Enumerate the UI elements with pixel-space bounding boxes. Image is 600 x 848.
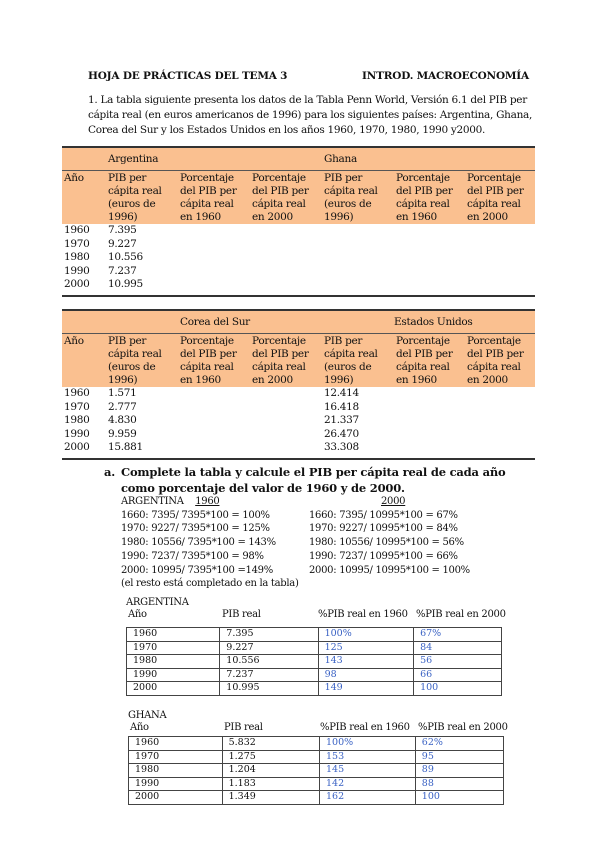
value-cell: [250, 428, 322, 442]
percent-cell: 66: [414, 668, 502, 682]
pib-cell: 1.204: [222, 764, 319, 778]
result-country-title: ARGENTINA: [126, 597, 189, 608]
empty-cell: [322, 310, 394, 334]
value-cell: 9.227: [108, 237, 137, 250]
year-cell: 1990: [64, 427, 90, 440]
value-cell: [394, 265, 465, 279]
gdp-table-argentina-ghana: [62, 146, 535, 297]
calc-2000: [309, 495, 470, 577]
value-cell: [394, 428, 465, 442]
percent-cell: 153: [320, 750, 416, 764]
year-cell: 1990: [127, 668, 220, 682]
table-row: [62, 224, 535, 238]
value-cell: [394, 224, 465, 238]
value-cell: 10.995: [106, 278, 178, 296]
table-row: [62, 401, 535, 415]
value-cell: [465, 428, 535, 442]
value-cell: [394, 238, 465, 252]
calc-1960: [121, 495, 299, 591]
column-header: Porcentaje del PIB per cápita real en 2000: [465, 334, 535, 388]
year-cell: 1980: [64, 414, 90, 426]
value-cell: [465, 265, 535, 279]
column-header: Porcentaje del PIB per cápita real en 2000: [250, 334, 322, 388]
year-cell: 1960: [64, 224, 90, 236]
column-header: PIB per cápita real (euros de 1996): [322, 171, 394, 225]
question-marker: a.: [104, 465, 116, 479]
value-cell: [178, 428, 250, 442]
exercise-intro: 1. La tabla siguiente presenta los datos de la Tabla Penn World, Versión 6.1 del PIB per cápita real (en euros americanos de 1996) para los siguientes países: Argentina, Ghana, Corea del Sur y los Estados Unidos en los años 1960, 1970, 1980, 1990 y2000.: [88, 94, 533, 136]
value-cell: [465, 238, 535, 252]
year-cell: 2000: [62, 278, 106, 296]
empty-cell: [106, 310, 178, 334]
table-row: [62, 387, 535, 401]
value-cell: [178, 441, 250, 459]
calc-line: 1970: 9227/ 10995*100 = 84%: [309, 523, 458, 535]
percent-cell: 100: [414, 682, 502, 696]
value-cell: 4.830: [108, 414, 137, 426]
country-name: Ghana: [322, 147, 535, 171]
value-cell: [178, 265, 250, 279]
calc-note: (el resto está completado en la tabla): [121, 578, 299, 590]
calc-2000-heading: 2000: [381, 496, 406, 507]
column-header: PIB per cápita real (euros de 1996): [106, 171, 178, 225]
value-cell: [465, 401, 535, 415]
table-row: [62, 441, 535, 459]
calc-line: 1980: 10556/ 10995*100 = 56%: [309, 537, 464, 549]
value-cell: [394, 251, 465, 265]
country-name: Argentina: [106, 147, 322, 171]
calc-1960-heading: 1960: [195, 496, 220, 507]
calc-line: 1660: 7395/ 7395*100 = 100%: [121, 509, 270, 521]
year-cell: 1970: [64, 237, 90, 250]
value-cell: [250, 278, 322, 296]
pib-cell: 5.832: [222, 737, 319, 751]
result-column-header: %PIB real en 1960: [320, 722, 410, 733]
percent-cell: 89: [415, 764, 503, 778]
year-cell: 1980: [129, 764, 223, 778]
calc-line: 2000: 10995/ 7395*100 =149%: [121, 564, 273, 576]
value-cell: [394, 387, 465, 401]
pib-cell: 10.995: [220, 682, 318, 696]
pib-cell: 1.349: [222, 791, 319, 805]
column-header: Porcentaje del PIB per cápita real en 1960: [394, 171, 465, 225]
value-cell: [322, 224, 394, 238]
empty-cell: [62, 147, 106, 171]
value-cell: 26.470: [324, 427, 359, 440]
value-cell: [465, 414, 535, 428]
year-cell: 1960: [127, 628, 220, 642]
value-cell: [394, 414, 465, 428]
table-row: [129, 750, 504, 764]
result-column-header: PIB real: [222, 609, 261, 620]
table-row: [127, 682, 502, 696]
value-cell: [178, 238, 250, 252]
value-cell: [394, 441, 465, 459]
percent-cell: 67%: [414, 628, 502, 642]
worksheet-title: HOJA DE PRÁCTICAS DEL TEMA 3: [88, 70, 288, 82]
value-cell: [394, 278, 465, 296]
value-cell: [465, 387, 535, 401]
table-row: [62, 428, 535, 442]
value-cell: 7.395: [108, 224, 137, 236]
result-column-header: %PIB real en 2000: [416, 609, 506, 620]
year-cell: 1990: [129, 777, 223, 791]
percent-cell: 143: [318, 655, 414, 669]
table-row: [129, 764, 504, 778]
calc-line: 1980: 10556/ 7395*100 = 143%: [121, 537, 276, 549]
value-cell: [465, 441, 535, 459]
table-row: [127, 628, 502, 642]
country-name: Estados Unidos: [394, 310, 535, 334]
pib-cell: 7.237: [220, 668, 318, 682]
value-cell: [322, 278, 394, 296]
table-row: [62, 414, 535, 428]
table-row: [127, 668, 502, 682]
pib-cell: 1.275: [222, 750, 319, 764]
pib-cell: 10.556: [220, 655, 318, 669]
pib-cell: 1.183: [222, 777, 319, 791]
value-cell: [322, 238, 394, 252]
result-country-title: GHANA: [128, 710, 167, 721]
year-cell: 1960: [129, 737, 223, 751]
column-header: Porcentaje del PIB per cápita real en 1960: [178, 171, 250, 225]
percent-cell: 125: [318, 641, 414, 655]
percent-cell: 56: [414, 655, 502, 669]
year-cell: 1980: [64, 251, 90, 263]
value-cell: 10.556: [108, 251, 143, 263]
value-cell: [322, 265, 394, 279]
value-cell: 15.881: [106, 441, 178, 459]
calc-line: 2000: 10995/ 10995*100 = 100%: [309, 564, 470, 576]
year-cell: 2000: [62, 441, 106, 459]
value-cell: 9.959: [108, 427, 137, 440]
question-text: Complete la tabla y calcule el PIB per cápita real de cada año como porcentaje del valor de 1960 y de 2000.: [121, 465, 506, 495]
percent-cell: 62%: [415, 737, 503, 751]
gdp-table-korea-usa: [62, 309, 535, 460]
result-table-argentina: [126, 627, 502, 696]
column-header: PIB per cápita real (euros de 1996): [106, 334, 178, 388]
question-a: [104, 464, 521, 496]
year-cell: 1970: [127, 641, 220, 655]
result-column-header: %PIB real en 2000: [418, 722, 508, 733]
country-header-row: [62, 310, 535, 334]
result-column-header: %PIB real en 1960: [318, 609, 408, 620]
value-cell: [322, 251, 394, 265]
column-header: Porcentaje del PIB per cápita real en 1960: [394, 334, 465, 388]
column-header: Año: [62, 171, 106, 225]
country-name: Corea del Sur: [178, 310, 322, 334]
table-row: [127, 655, 502, 669]
calc-line: 1990: 7237/ 10995*100 = 66%: [309, 550, 458, 562]
value-cell: [178, 224, 250, 238]
year-cell: 2000: [129, 791, 223, 805]
value-cell: 12.414: [324, 387, 359, 399]
table-row: [62, 238, 535, 252]
calc-country: ARGENTINA: [121, 496, 184, 507]
percent-cell: 100%: [320, 737, 416, 751]
table-row: [129, 791, 504, 805]
value-cell: 33.308: [322, 441, 394, 459]
result-table-ghana: [128, 736, 504, 805]
value-cell: [394, 401, 465, 415]
value-cell: [178, 387, 250, 401]
value-cell: [465, 278, 535, 296]
column-header-row: [62, 171, 535, 225]
percent-cell: 100%: [318, 628, 414, 642]
table-row: [62, 265, 535, 279]
value-cell: [250, 401, 322, 415]
calc-line: 1660: 7395/ 10995*100 = 67%: [309, 509, 458, 521]
year-cell: 1960: [64, 387, 90, 399]
value-cell: 16.418: [324, 400, 359, 413]
value-cell: [250, 238, 322, 252]
value-cell: [250, 387, 322, 401]
percent-cell: 142: [320, 777, 416, 791]
column-header: PIB per cápita real (euros de 1996): [322, 334, 394, 388]
table-row: [127, 641, 502, 655]
value-cell: [178, 414, 250, 428]
value-cell: 1.571: [108, 387, 137, 399]
column-header-row: [62, 334, 535, 388]
table-row: [62, 278, 535, 296]
table-row: [129, 737, 504, 751]
percent-cell: 84: [414, 641, 502, 655]
value-cell: [178, 278, 250, 296]
percent-cell: 95: [415, 750, 503, 764]
column-header: Porcentaje del PIB per cápita real en 2000: [250, 171, 322, 225]
course-title: INTROD. MACROECONOMÍA: [362, 70, 529, 82]
value-cell: [250, 414, 322, 428]
year-cell: 2000: [127, 682, 220, 696]
value-cell: [250, 251, 322, 265]
value-cell: [465, 251, 535, 265]
result-column-header: PIB real: [224, 722, 263, 733]
percent-cell: 98: [318, 668, 414, 682]
value-cell: [465, 224, 535, 238]
year-cell: 1980: [127, 655, 220, 669]
percent-cell: 100: [415, 791, 503, 805]
column-header: Porcentaje del PIB per cápita real en 2000: [465, 171, 535, 225]
pib-cell: 7.395: [220, 628, 318, 642]
value-cell: [250, 265, 322, 279]
table-row: [62, 251, 535, 265]
value-cell: [250, 224, 322, 238]
percent-cell: 162: [320, 791, 416, 805]
calc-line: 1970: 9227/ 7395*100 = 125%: [121, 523, 270, 535]
calc-line: 1990: 7237/ 7395*100 = 98%: [121, 550, 264, 562]
result-column-header: Año: [130, 722, 149, 733]
value-cell: 2.777: [108, 400, 137, 413]
percent-cell: 145: [320, 764, 416, 778]
year-cell: 1970: [129, 750, 223, 764]
result-column-header: Año: [128, 609, 147, 620]
value-cell: [250, 441, 322, 459]
year-cell: 1990: [64, 264, 90, 277]
pib-cell: 9.227: [220, 641, 318, 655]
value-cell: 21.337: [324, 414, 359, 426]
table-row: [129, 777, 504, 791]
column-header: Año: [62, 334, 106, 388]
value-cell: [178, 401, 250, 415]
country-header-row: [62, 147, 535, 171]
value-cell: [178, 251, 250, 265]
percent-cell: 149: [318, 682, 414, 696]
value-cell: 7.237: [108, 264, 137, 277]
percent-cell: 88: [415, 777, 503, 791]
year-cell: 1970: [64, 400, 90, 413]
column-header: Porcentaje del PIB per cápita real en 1960: [178, 334, 250, 388]
empty-cell: [62, 310, 106, 334]
